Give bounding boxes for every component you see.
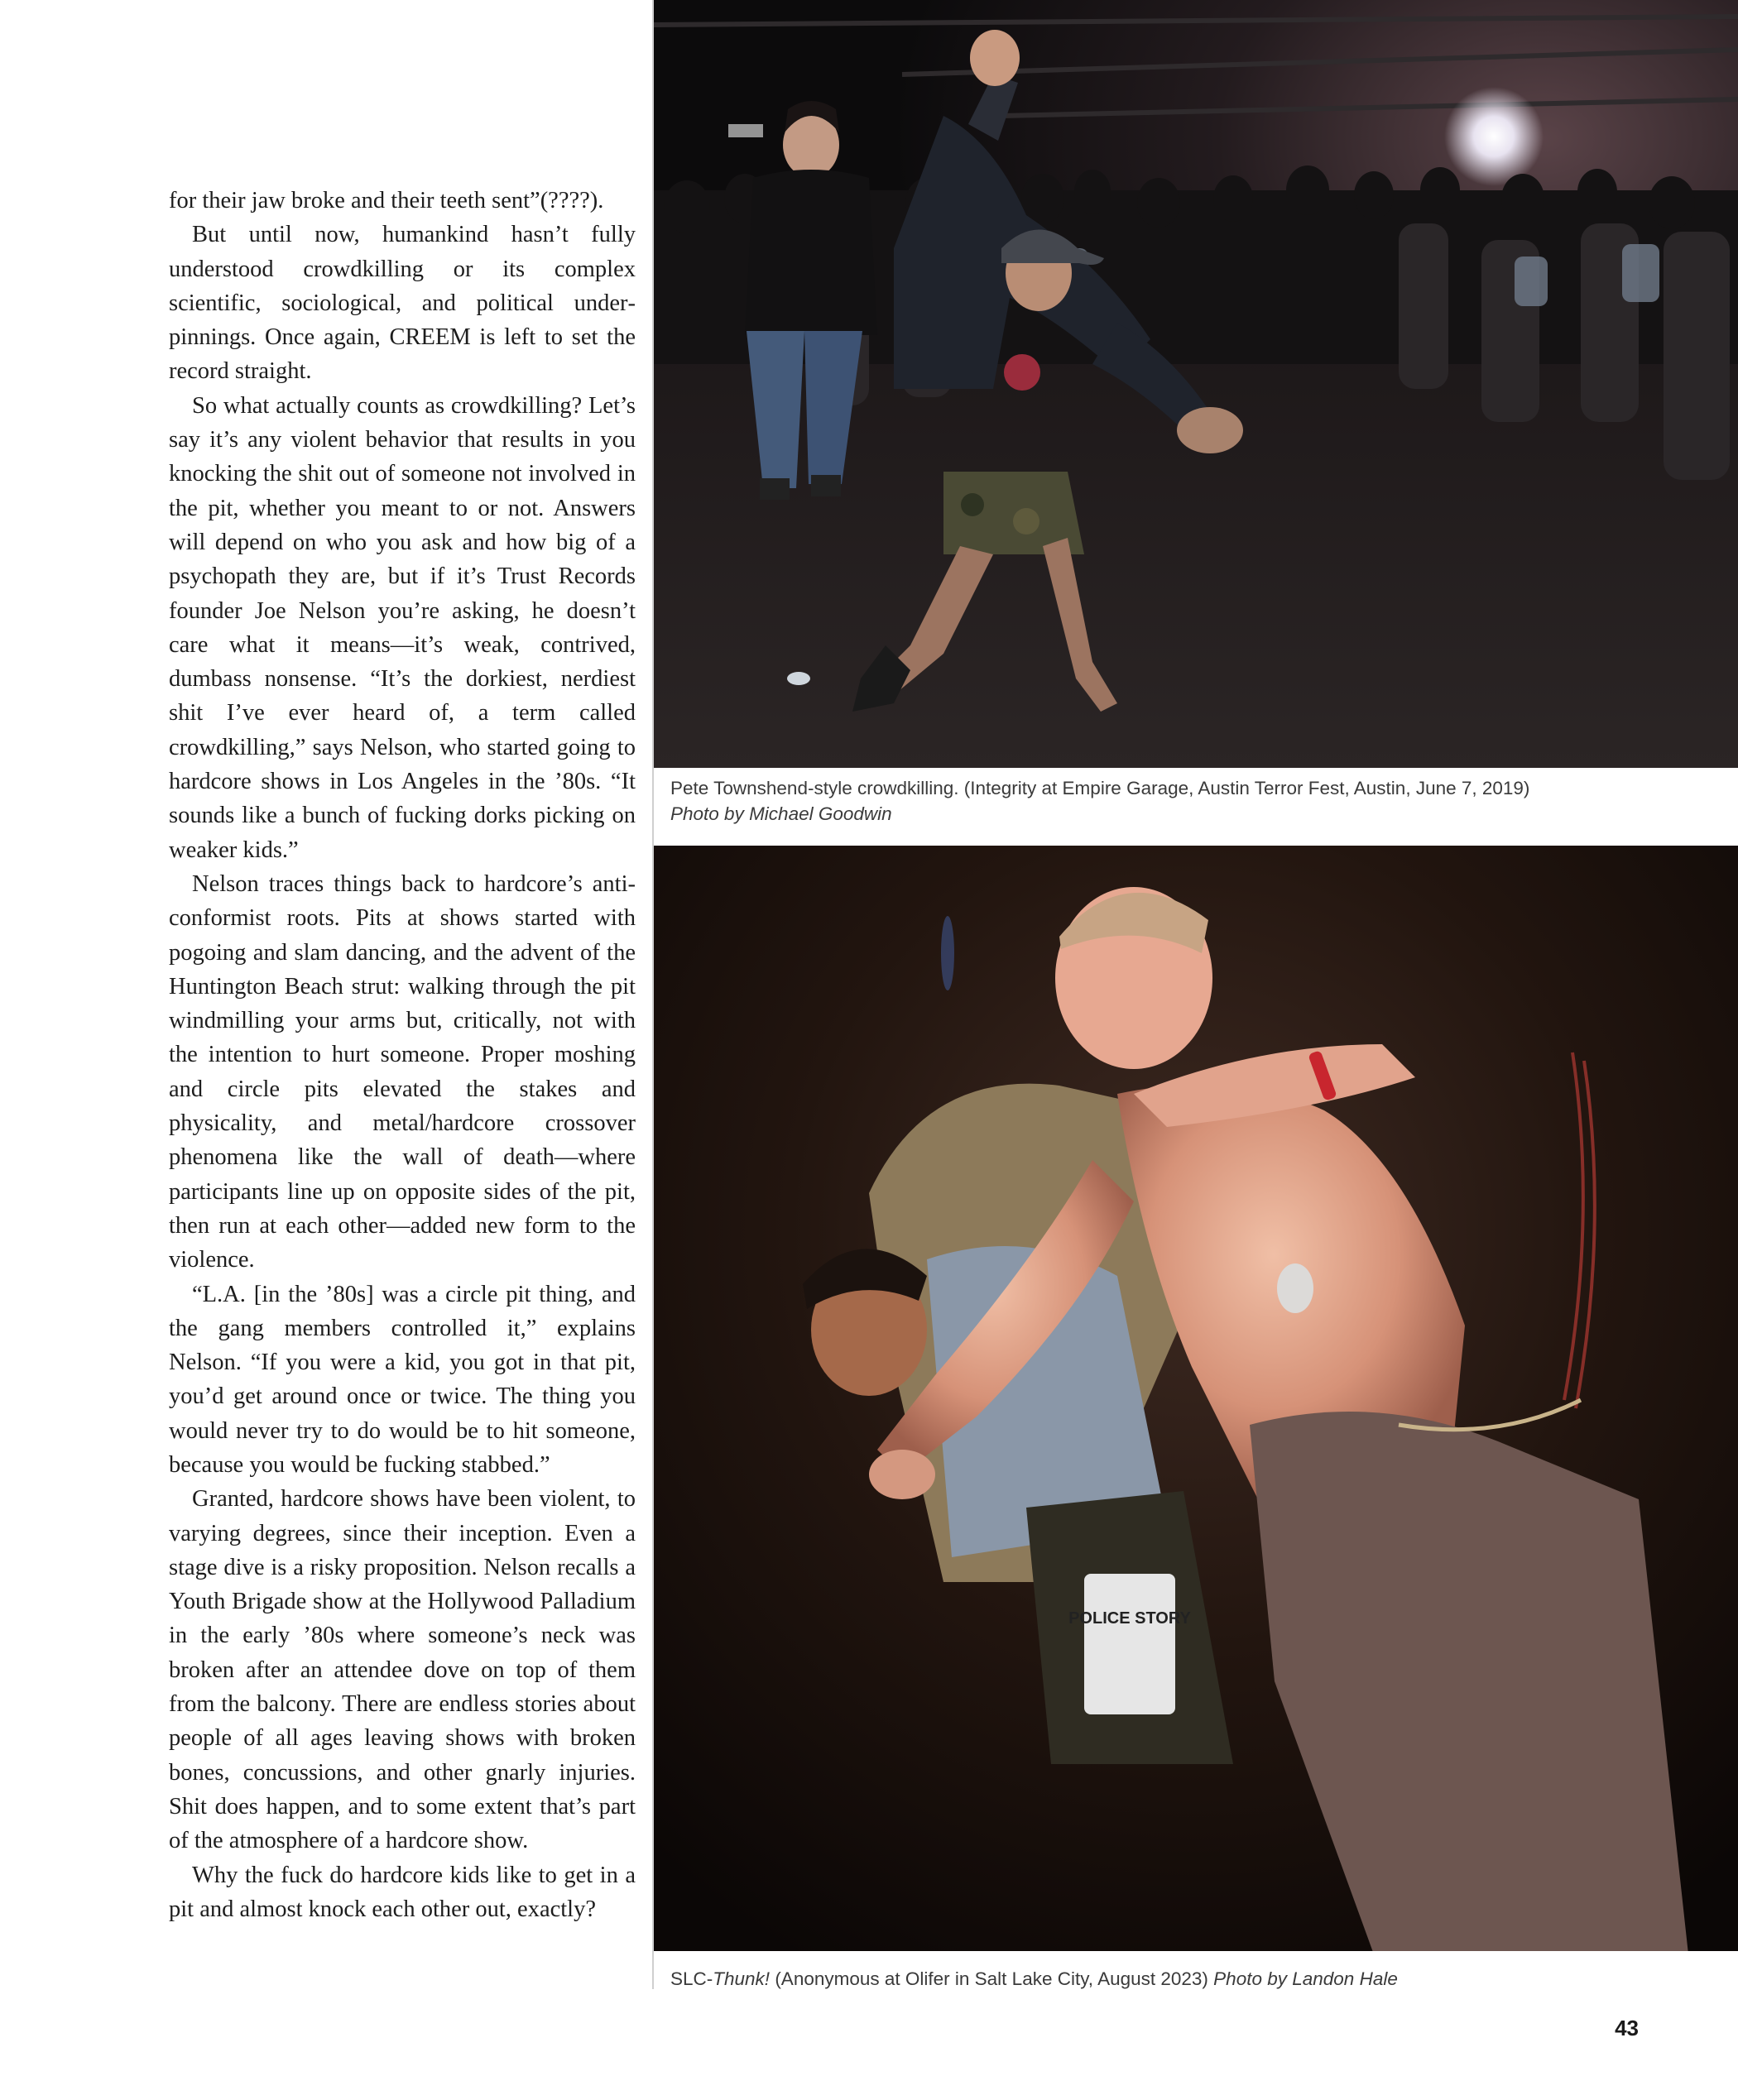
photo-credit: Photo by Michael Goodwin [670,803,892,824]
photo-crowdkilling-jump [654,0,1738,768]
photo-caption-top [670,775,1721,827]
article-paragraph: Nelson traces things back to hardcore’s anticonformist roots. Pits at shows started with pogoing and slam dancing, and the advent of the Huntington Beach strut: walking through the pit windmilling your arms but, critically, not with the intention to hurt someone. Proper moshing and circle pits elevated the stakes and physicality, and metal/hardcore crossover phenomena like the wall of death—where participants line up on opposite sides of the pit, then run at each other—added new form to the violence. [169,870,636,1273]
photo-thunk [654,846,1738,1951]
article-paragraph: So what actually counts as crowdkilling? Let’s say it’s any violent behavior that results in you knocking the shit out of someone not involved in the pit, whether you meant to or not. Answers will depend on who you ask and how big of a psychopath they are, but if it’s Trust Records founder Joe Nelson you’re asking, he doesn’t care what it means—it’s weak, contrived, dumbass nonsense. “It’s the dorkiest, nerdiest shit I’ve ever heard of, a term called crowdkilling,” says Nelson, who started going to hardcore shows in Los Angeles in the ’80s. “It sounds like a bunch of fucking dorks picking on weaker kids.” [169,392,636,863]
caption-text: Pete Townshend-style crowdkilling. (Integrity at Empire Garage, Austin Terror Fest, Austin, June 7, 2019) [670,778,1530,798]
article-paragraph: Granted, hardcore shows have been violent, to varying degrees, since their inception. Even a stage dive is a risky proposition. Nelson recalls a Youth Brigade show at the Hollywood Palladium in the early ’80s where someone’s neck was broken after an attendee dove on top of them from the balcony. There are endless stories about people of all ages leaving shows with broken bones, concussions, and other gnarly injuries. Shit does happen, and to some extent that’s part of the atmosphere of a hardcore show. [169,1486,636,1854]
article-paragraph: Why the fuck do hardcore kids like to get in a pit and almost knock each other out, exactly? [169,1862,636,1922]
page-number: 43 [1615,2016,1639,2040]
caption-prefix: SLC- [670,1968,713,1989]
article-paragraph: But until now, humankind hasn’t fully understood crowdkilling or its complex scientific, sociological, and political underpinnings. Once again, CREEM is left to set the record straight. [169,222,636,385]
article-paragraph: “L.A. [in the ’80s] was a circle pit thing, and the gang members controlled it,” explains Nelson. “If you were a kid, you got in that pit, you’d get around once or twice. The thing you would never try to do would be to hit someone, because you would be fucking stabbed.” [169,1281,636,1478]
shirt-print: POLICE STORY [1068,1609,1191,1628]
photo-caption-bottom [670,1966,1721,1992]
article-body [169,184,636,1926]
caption-title: Thunk! [713,1968,771,1989]
photo-credit: Photo by Landon Hale [1213,1968,1398,1989]
caption-text: (Anonymous at Olifer in Salt Lake City, August 2023) [770,1968,1214,1989]
article-paragraph: for their jaw broke and their teeth sent”(????). [169,188,604,213]
